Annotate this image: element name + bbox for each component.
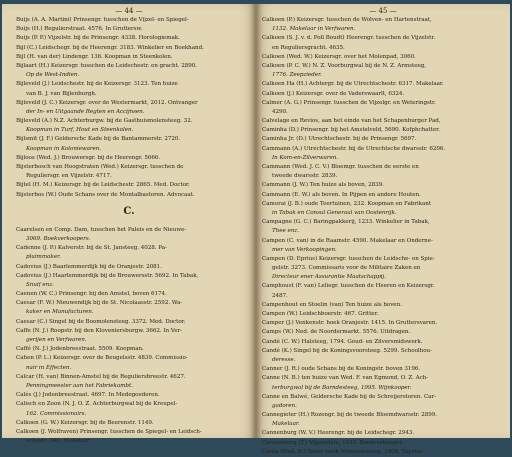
directory-entry-line: 3069. Boekverkoopers. xyxy=(26,235,91,242)
directory-entry-line: Calkoen (S. J. v. d. Poll Boudt) Heerengr. tusschen de Vijzelstr. xyxy=(262,35,436,42)
directory-entry-line: van B. J. van Bijlenburgh. xyxy=(26,90,97,97)
directory-entry-line: Bijlaart (H.) Keizersgr. tusschen de Leidschestr. en gracht. 2890. xyxy=(16,62,197,69)
directory-entry-line: deresse. xyxy=(272,356,296,363)
directory-entry-line: Koopman in Turf, Hout en Steenkolen. xyxy=(26,127,134,134)
directory-entry-line: Calcar (H. van) Binnen-Amstel bij de Reguliersbreestr. 4627. xyxy=(16,373,186,380)
directory-entry-line: kaker en Manufacturen. xyxy=(26,309,94,316)
directory-entry-line: Canne en Balwé, Geldersche Kade bij de Schreijerstoren. Car- xyxy=(262,393,436,400)
left-page xyxy=(2,4,256,445)
directory-entry-line: Caffé (N. J.) Jodenbreestraat. 5509. Koopman. xyxy=(16,346,144,353)
directory-entry-line: Caesar (F. W.) Nieuwendijk bij de St. Nicolaasstr. 2592. Wa- xyxy=(16,300,183,307)
directory-entry-line: Cadovius (J.) Haarlemmerdijk bij de Brouwersstr. 5692. In Tabak, xyxy=(16,272,199,279)
directory-entry-line: nair in Effecten. xyxy=(26,364,72,371)
directory-entry-line: Calkoen (Wed. W.) Keizersgr. over het Molenpad, 3060. xyxy=(262,53,416,60)
directory-entry-line: Bijlsmit (J. F.) Gelderschc Kade bij de Bantammerstr. 2720. xyxy=(16,136,181,143)
directory-entry-line: Reguliersgr. en Vijzelstr. 4717. xyxy=(26,173,112,180)
directory-entry-line: Calkoen Ha (H.) Achtergr. bij de Utrechtschestr. 6317. Makelaar. xyxy=(262,81,444,88)
directory-entry-line: Campen (W.) Leidschboerstr. 467. Gritter. xyxy=(262,311,379,317)
directory-entry-line: Calés (J.) Jodenbreestraat. 4697. In Medegoederen. xyxy=(16,392,160,399)
left-entries-top xyxy=(2,16,256,200)
directory-entry-line: Camphoust (F. van) Leliegr. tusschen de Heeren en Keizersgr. xyxy=(262,283,435,290)
directory-entry-line: Canta (Wed. E.) Weier hoek Vrouwensteeg, 1908. Tapster. xyxy=(262,448,424,455)
directory-entry-line: Bijsterbos (W.) Oude Schans over de Montalbastoren. Advocaat. xyxy=(16,191,195,198)
directory-entry-line: Camps (W.) Ned. de Noordermarkt. 5576. Uitdragen. xyxy=(262,329,411,336)
directory-entry-line: Buijs (A. A. Martini) Prinsengr. tusschen de Vijzel- en Spiegel- xyxy=(16,17,189,23)
directory-entry-line: in Tabak en Consul Generaal van Oostenrijk. xyxy=(272,209,397,216)
directory-entry-line: Cammann (Wed. J. C. V.) Bloemgr. tusschen de eerste en xyxy=(262,164,419,170)
directory-entry-line: Caesar (C.) Singel bij de Boomolensteeg. 3372. Med. Doctor. xyxy=(16,318,186,325)
directory-entry-line: schestr. 346. Makelaar. xyxy=(26,438,91,445)
directory-entry-line: gelstr. 3273. Commissaris voor de Militaire Zaken en xyxy=(272,265,421,272)
directory-entry-line: 2487. xyxy=(272,292,288,299)
directory-entry-line: Calisch en Zoon (N. J. O. Z. Achterburgwal bij de Kreupel- xyxy=(16,401,178,408)
directory-entry-line: Cannenburg (W. V.) Heerengr. bij de Leidschegr. 2943. xyxy=(262,430,414,437)
directory-entry-line: en Reguliersgracht. 4635. xyxy=(272,44,345,51)
directory-entry-line: Bijl (H. van der) Lindengr. 136. Koopman in Steenkolen. xyxy=(16,53,173,60)
directory-entry-line: Calmer (A. G.) Prinsengr. tusschen de Vijzelgr. en Weteringstr. xyxy=(262,99,436,106)
directory-entry-line: In Kom-en-Zilverwaren. xyxy=(272,154,338,161)
directory-entry-line: Bijl (C.) Leidschegr. bij de Heerengr. 3183. Winkelier en Boekhand. xyxy=(16,44,204,51)
directory-entry-line: Candé (C. W.) Halsteeg, 1794. Goud- en Zilversmidswerk. xyxy=(262,338,423,345)
directory-entry-line: Cadovius (J.) Baarlemmerdijk bij de Oranjestr. 2081. xyxy=(16,263,162,270)
directory-entry-line: Caffe (N. J.) Roopstr. bij den Kloveniersburgw. 3662. In Ver- xyxy=(16,327,182,334)
directory-entry-line: Cammann (A.) Utrechtschestr. bij de Utrechtsche dwarsstr. 6206. xyxy=(262,145,446,152)
directory-entry-line: Koopman in Koloniewaren. xyxy=(26,145,102,152)
directory-entry-line: Caminha (D.) Prinsengr. bij het Amstelveld, 5690. Kofphchatter. xyxy=(262,127,440,134)
directory-entry-line: Camper (J.) Venkenstr. hoek Oranjestr. 1415. In Gruttersvaren. xyxy=(262,320,438,327)
directory-entry-line: Bijsterbosch van Hoogstraten (Wed.) Keizersgr. tusschen de xyxy=(16,164,184,170)
directory-entry-line: 162. Commissionairs. xyxy=(26,410,87,417)
directory-entry-line: Campen (D. Eprius) Keizersgr. tusschen de Leidsche- en Spie- xyxy=(262,255,435,262)
directory-entry-line: Campenhout en Stoelin (van) Ten huize als boven. xyxy=(262,301,402,308)
directory-entry-line: pluimmaker. xyxy=(26,254,61,261)
directory-entry-line: Cannegieter (H.) Rozengr. bij de tweede Bloemdwarsstr. 2899. xyxy=(262,412,438,419)
book-gutter xyxy=(250,4,262,438)
right-page xyxy=(256,4,510,455)
page-number-left: — 44 — xyxy=(115,7,143,15)
directory-entry-line: gadoren. xyxy=(272,402,297,409)
directory-entry-line: tweede dwarsstr. 2839. xyxy=(272,173,338,180)
directory-entry-line: Campen (C. van) in de Raamstr. 4590. Makelaar en Onderne- xyxy=(262,237,433,244)
directory-entry-line: Bijloos (Wed. J.) Brouwersgr. bij de Heerengr. 5666. xyxy=(16,154,161,161)
section-heading: C. xyxy=(123,205,135,217)
directory-entry-line: Canne (N. B.) ten huize van Wed. F. van Egmond, O. Z. Ach- xyxy=(262,375,429,382)
directory-entry-line: Caenen (W. C.) Prinsengr. bij den Amstel, boven 6174. xyxy=(16,291,167,298)
directory-entry-line: Candé (K.) Singel bij de Koningsvoorsteeg. 5299. Schoolhou- xyxy=(262,347,432,354)
page-number-right: — 45 — xyxy=(369,7,397,15)
directory-entry-line: Bijtel (H. M.) Keizersgr. bij de Leidschestr. 2865. Med. Doctor. xyxy=(16,182,190,189)
directory-entry-line: Caarelsen en Comp. Dam, tusschen het Paleis en de Nieuwe- xyxy=(16,226,187,233)
directory-entry-line: Canner (J. R.) oude Schans bij de Koningstr. boven 3196. xyxy=(262,366,421,373)
directory-entry-line: Camorai (J. B.) oude Teertuinen, 232. Koopman en Fabrikant xyxy=(262,200,432,207)
directory-entry-line: Calvelage en Revios, aan het einde van het Schapenburger Pad, xyxy=(262,118,441,125)
directory-entry-line: Op de West-Indien. xyxy=(26,72,80,79)
directory-entry-line: Bijleveld (J. C.) Keizersgr. over de Westermarkt, 2012. Ontvanger xyxy=(16,99,198,106)
directory-entry-line: terburgwal bij de Barndesteeg, 1995. Wijnkooper. xyxy=(272,384,412,391)
directory-entry-line: Caminha Jr. (D.) Utrechtschestr. bij de Prinsengr. 5697. xyxy=(262,136,417,143)
directory-entry-line: Campagne (G. C.) Baringpakkerij, 1233. Winkelier in Tabak, xyxy=(262,219,430,226)
directory-entry-line: Cammann (J. W.) Ten huize als boven, 2839. xyxy=(262,182,384,189)
directory-entry-line: Thee enz. xyxy=(272,228,299,235)
directory-entry-line: Penningmeester aan het Fabriekambt. xyxy=(26,382,133,389)
directory-entry-line: Directeur ener Assurantie Maatschappij. xyxy=(272,274,386,281)
directory-entry-line: Cadenne (J. P.) Kalverstr. bij de St. Jansteeg. 4028. Pa- xyxy=(16,245,167,252)
directory-entry-line: Buijs (H.) Regulierstraat. 4576. In Gruttersw. xyxy=(16,26,143,33)
directory-entry-line: Calkoen (P. C. W.) N. Z. Voorburgwal bij de N. Z. Armsteeg, xyxy=(262,62,427,69)
directory-entry-line: 1132. Makelaar in Verfwaren. xyxy=(272,26,356,33)
directory-entry-line: 1776. Zeepzieder. xyxy=(272,72,322,79)
directory-entry-line: Cahen (P. L.) Keizersgr. over de Beugelsstr. 4839. Commissio- xyxy=(16,355,188,362)
directory-entry-line: Buijs (P. P.) Vijzelstr. bij de Prinsengr. 4338. Horologiemak. xyxy=(16,35,180,42)
left-entries-bottom xyxy=(2,226,256,447)
directory-entry-line: Calkoen (G. W.) Keizersgr. bij de Beerenstr. 1149. xyxy=(16,419,154,426)
directory-entry-line: Bijleveld (J.) Leidschestr. bij de Keizersgr. 3123. Ten huize xyxy=(16,81,178,88)
directory-entry-line: Cammann (E. W.) als boven. In Pijpen en andere Houten. xyxy=(262,191,421,198)
directory-entry-line: Makelaar. xyxy=(272,421,300,428)
directory-entry-line: Calkoen (J. Wolfraven) Prinsengr. tusschen de Spiegel- en Leidsch- xyxy=(16,428,202,435)
right-entries xyxy=(256,16,510,457)
directory-entry-line: Calkoen (P.) Keizersgr. tusschen de Wolven- en Hartenstraat, xyxy=(262,17,432,23)
directory-entry-line: Bijleveld (A.) N.Z. Achterburgw. bij de Gasthuismolensteeg. 32. xyxy=(16,118,193,125)
directory-entry-line: der In- en Uitgaande Regten en Accijnsen. xyxy=(26,108,145,115)
directory-entry-line: 4290. xyxy=(272,108,288,115)
directory-entry-line: Calkoen (J.) Keizersgr. over de Vaderswaarlt, 6324. xyxy=(262,90,405,97)
directory-entry-line: mer van Verkoopingen. xyxy=(272,246,337,253)
directory-entry-line: Snuif enz. xyxy=(26,281,54,288)
directory-entry-line: Cannenburg (T.) Vijgendam, 1635. Boekverkooper. xyxy=(262,439,404,446)
directory-entry-line: gerijen en Verfwaren. xyxy=(26,337,87,343)
